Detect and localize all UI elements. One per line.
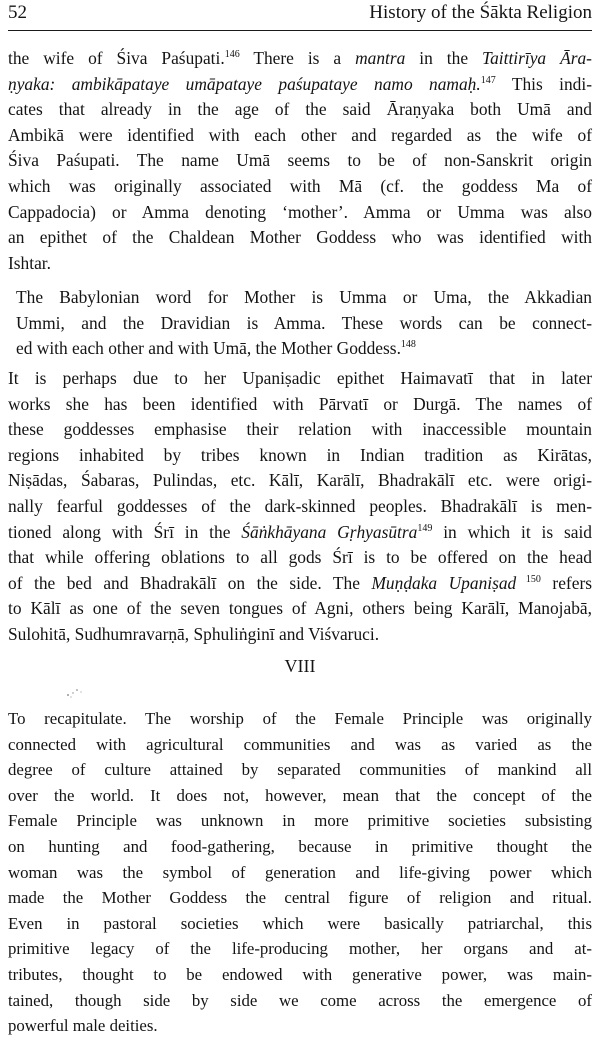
text-line: Female Principle was unknown in more primitive societies subsisting: [8, 811, 592, 831]
text-line: made the Mother Goddess the central figure of religion and ritual.: [8, 888, 592, 908]
text-line: It is perhaps due to her Upaniṣadic epithet Haimavatī that in later: [8, 368, 592, 388]
text-line: Cappadocia) or Amma denoting ‘mother’. Amma or Umma was also: [8, 201, 592, 222]
running-head: History of the Śākta Religion: [369, 2, 592, 23]
text-line: Śiva Paśupati. The name Umā seems to be of non-Sanskrit origin: [8, 150, 592, 171]
text-line: on hunting and food-gathering, because in primitive thought the: [8, 836, 592, 856]
text-line: To recapitulate. The worship of the Female Principle was originally: [8, 709, 592, 728]
text-line: an epithet of the Chaldean Mother Goddess who was identified with: [8, 227, 592, 248]
text-line: Even in pastoral societies which were basically patriarchal, this: [8, 913, 592, 933]
text-line: over the world. It does not, however, mean that the concept of the: [8, 785, 592, 805]
text-line: these goddesses emphasise their relation with inaccessible mountain: [8, 419, 592, 440]
paragraph-1: [8, 46, 592, 276]
text-line: powerful male deities.: [8, 1016, 158, 1036]
paragraph-2: [8, 366, 592, 648]
page-header: [8, 0, 592, 31]
text-line: ṇyaka: ambikāpataye umāpataye paśupataye namo namaḥ.$^{147}$ This indi-: [8, 73, 592, 94]
text-line: of the bed and Bhadrakālī on the side. The Muṇḍaka Upaniṣad $^{150}$ refers: [8, 572, 592, 593]
text-line: tained, though side by side we come across the emergence of: [8, 990, 592, 1010]
text-line: regions inhabited by tribes known in Indian tradition as Kirātas,: [8, 444, 592, 465]
text-line: cates that already in the age of the said Āraṇyaka both Umā and: [8, 99, 592, 120]
text-line: Sulohitā, Sudhumravarṇā, Sphuliṅginī and Viśvaruci.: [8, 623, 380, 644]
text-line: nally fearful goddesses of the dark-skinned peoples. Bhadrakālī is men-: [8, 495, 592, 516]
text-line: tioned along with Śrī in the Śāṅkhāyana Gṛhyasūtra$^{149}$ in which it is said: [8, 521, 592, 542]
footnote-ref-147: 147: [480, 74, 496, 86]
text-line: which was originally associated with Mā (cf. the goddess Ma of: [8, 175, 592, 196]
text-line: the wife of Śiva Paśupati.$^{146}$ There is a mantra in the Taittirīya Āra-: [8, 48, 592, 68]
block-quote: [16, 285, 592, 362]
print-speck: [62, 687, 86, 699]
text-line: woman was the symbol of generation and life-giving power which: [8, 862, 592, 882]
footnote-ref-146: 146: [224, 49, 240, 61]
text-line: connected with agricultural communities and was as varied as the: [8, 734, 592, 754]
text-line: Ummi, and the Dravidian is Amma. These words can be connect-: [16, 312, 592, 333]
paragraph-3: [8, 706, 592, 1039]
footnote-ref-149: 149: [417, 522, 433, 534]
text-line: Ambikā were identified with each other and regarded as the wife of: [8, 124, 592, 145]
text-line: Niṣādas, Śabaras, Pulindas, etc. Kālī, Karālī, Bhadrakālī etc. were origi-: [8, 470, 592, 491]
text-line: Ishtar.: [8, 252, 51, 273]
text-line: to Kālī as one of the seven tongues of Agni, others being Karālī, Manojabā,: [8, 598, 592, 619]
text-line: ed with each other and with Umā, the Mother Goddess.$^{148}$: [16, 338, 416, 359]
page-number: 52: [8, 2, 27, 23]
section-heading: VIII: [284, 656, 316, 676]
text-line: tributes, thought to be endowed with generative power, was main-: [8, 964, 592, 984]
text-line: degree of culture attained by separated communities of mankind all: [8, 760, 592, 780]
text-line: that while offering oblations to all gods Śrī is to be offered on the head: [8, 547, 592, 568]
text-line: The Babylonian word for Mother is Umma or Uma, the Akkadian: [16, 287, 592, 307]
text-line: works she has been identified with Pārvatī or Durgā. The names of: [8, 393, 592, 414]
text-line: primitive legacy of the life-producing mother, her organs and at-: [8, 939, 592, 959]
footnote-ref-148: 148: [400, 339, 416, 351]
footnote-ref-150: 150: [516, 573, 541, 585]
